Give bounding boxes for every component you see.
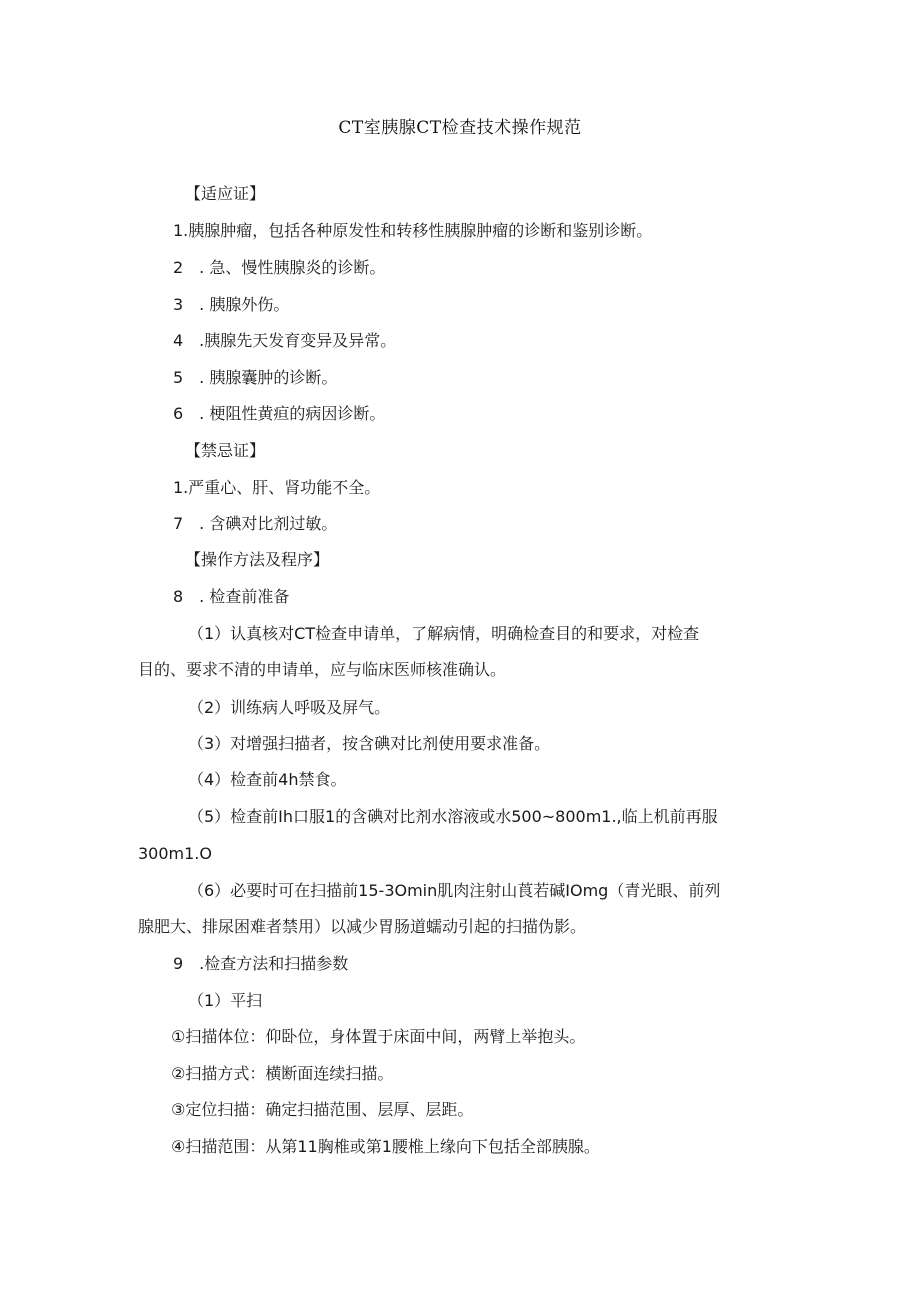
procedure-substep-continued: 目的、要求不清的申请单，应与临床医师核准确认。 bbox=[138, 660, 507, 679]
procedure-step: 8 . 检查前准备 bbox=[173, 587, 290, 606]
scan-parameter-item: ④扫描范围：从第11胸椎或第1腰椎上缘向下包括全部胰腺。 bbox=[171, 1137, 600, 1156]
procedure-substep: （2）训练病人呼吸及屏气。 bbox=[188, 698, 391, 717]
indication-item: 3 . 胰腺外伤。 bbox=[173, 295, 290, 314]
indication-item: 4 .胰腺先天发育变异及异常。 bbox=[173, 331, 397, 350]
scan-parameter-item: ③定位扫描：确定扫描范围、层厚、层距。 bbox=[171, 1100, 474, 1119]
procedure-substep-continued: 腺肥大、排尿困难者禁用）以减少胃肠道蠕动引起的扫描伪影。 bbox=[138, 917, 587, 936]
contraindication-item: 1.严重心、肝、肾功能不全。 bbox=[173, 478, 381, 497]
procedure-substep: （3）对增强扫描者，按含碘对比剂使用要求准备。 bbox=[188, 734, 551, 753]
section-heading-indications: 【适应证】 bbox=[185, 184, 266, 203]
procedure-substep: （4）检查前4h禁食。 bbox=[188, 770, 347, 789]
procedure-step: 9 .检查方法和扫描参数 bbox=[173, 954, 349, 973]
scan-parameter-item: ①扫描体位：仰卧位，身体置于床面中间，两臂上举抱头。 bbox=[171, 1027, 586, 1046]
indication-item: 6 . 梗阻性黄疸的病因诊断。 bbox=[173, 404, 386, 423]
indication-item: 2 . 急、慢性胰腺炎的诊断。 bbox=[173, 258, 386, 277]
contraindication-item: 7 . 含碘对比剂过敏。 bbox=[173, 514, 338, 533]
procedure-substep: （6）必要时可在扫描前15-3Omin肌肉注射山莨若碱IOmg（青光眼、前列 bbox=[188, 881, 721, 900]
indication-item: 1.胰腺肿瘤，包括各种原发性和转移性胰腺肿瘤的诊断和鉴别诊断。 bbox=[173, 221, 653, 240]
scan-parameter-item: ②扫描方式：横断面连续扫描。 bbox=[171, 1064, 394, 1083]
procedure-substep: （1）认真核对CT检查申请单，了解病情，明确检查目的和要求，对检查 bbox=[188, 624, 700, 643]
section-heading-contraindications: 【禁忌证】 bbox=[185, 441, 266, 460]
indication-item: 5 . 胰腺囊肿的诊断。 bbox=[173, 368, 338, 387]
procedure-substep-continued: 300m1.O bbox=[138, 844, 212, 863]
procedure-substep: （1）平扫 bbox=[188, 991, 263, 1010]
procedure-substep: （5）检查前Ih口服1的含碘对比剂水溶液或水500~800m1.,临上机前再服 bbox=[188, 807, 718, 826]
section-heading-procedure: 【操作方法及程序】 bbox=[185, 550, 330, 569]
document-title: CT室胰腺CT检查技术操作规范 bbox=[338, 118, 582, 138]
